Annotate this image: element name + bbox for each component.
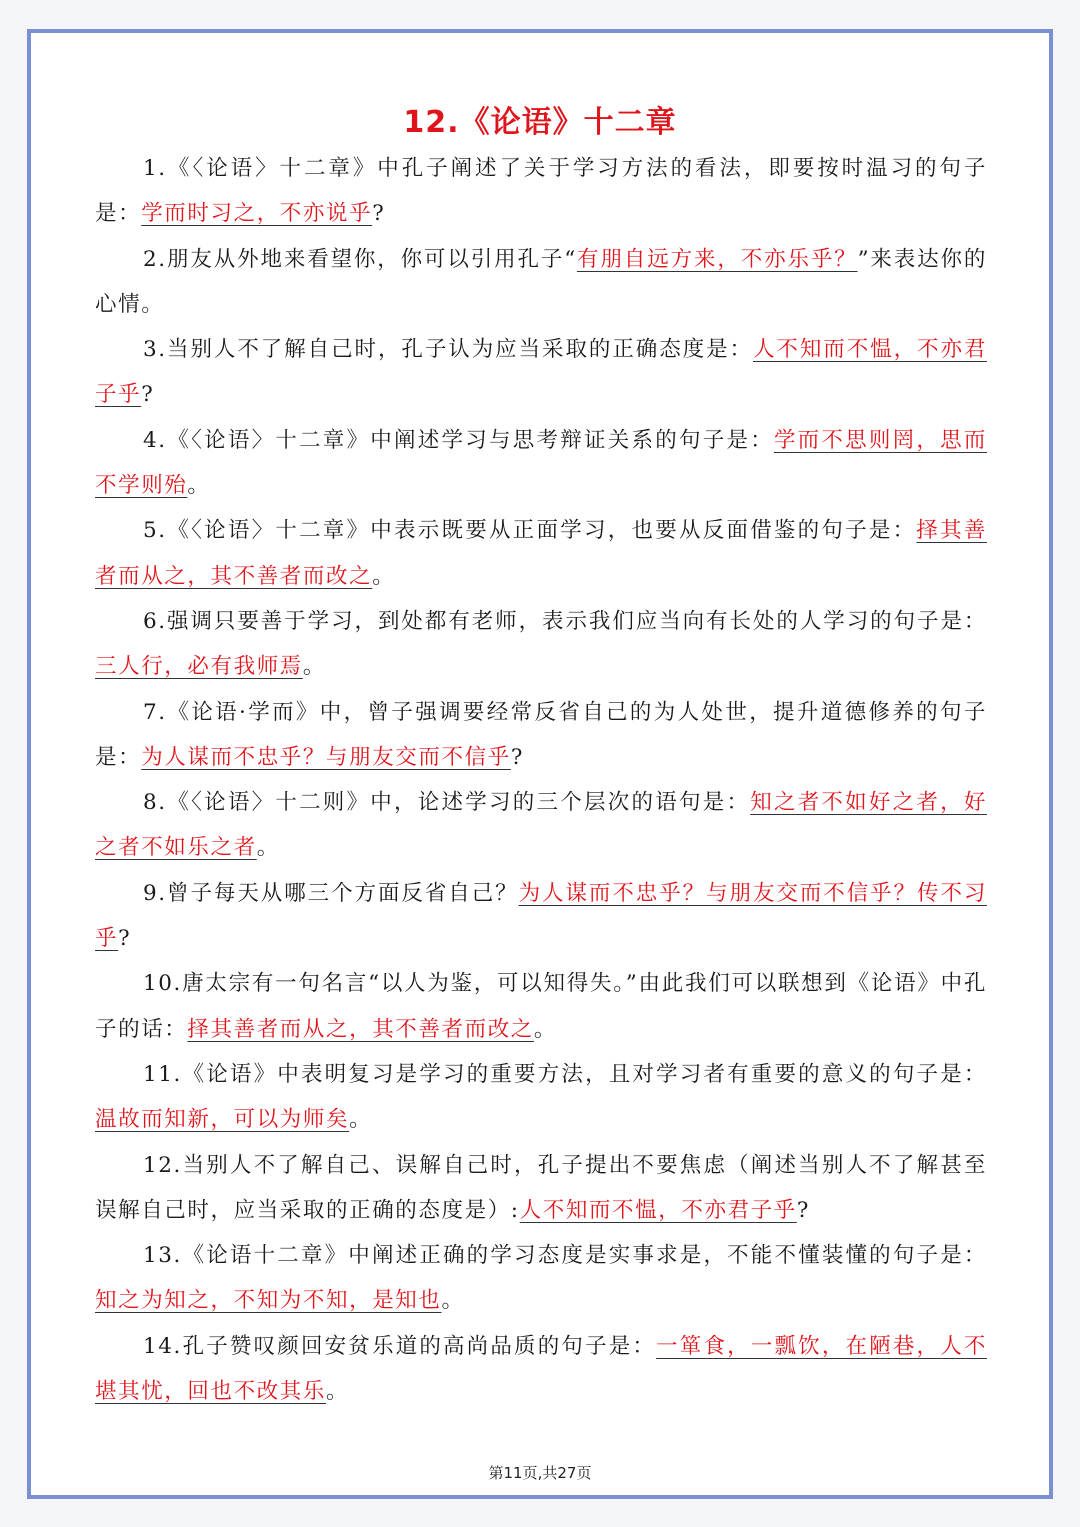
question-text: 7.《论语·学而》中，曾子强调要经常反省自己的为人处世，提升道德修养的句子是：: [95, 699, 987, 770]
question-text: 4.《〈论语〉十二章》中阐述学习与思考辩证关系的句子是：: [143, 427, 774, 453]
question-item: [95, 1233, 987, 1324]
answer-text: 知之者不如好之者，好之者不如乐之者: [95, 790, 987, 861]
question-ending: ”来表达你的心情。: [95, 246, 988, 317]
question-text: 2.朋友从外地来看望你，你可以引用孔子“: [143, 246, 577, 272]
question-item: [95, 1052, 987, 1143]
answer-text: 人不知而不愠，不亦君子乎: [95, 337, 987, 408]
question-ending: 。: [187, 473, 211, 499]
question-text: 5.《〈论语〉十二章》中表示既要从正面学习，也要从反面借鉴的句子是：: [143, 518, 917, 544]
answer-text: 一箪食，一瓢饮，在陋巷，人不堪其忧，回也不改其乐: [95, 1333, 988, 1405]
answer-text: 温故而知新，可以为师矣: [95, 1107, 350, 1133]
question-item: [95, 146, 987, 237]
answer-text: 有朋自远方来，不亦乐乎？: [576, 246, 858, 272]
question-text: 3.当别人不了解自己时，孔子认为应当采取的正确态度是：: [143, 337, 753, 363]
answer-text: 为人谋而不忠乎？与朋友交而不信乎: [141, 744, 511, 770]
question-ending: 。: [533, 1016, 558, 1042]
question-item: [95, 327, 987, 418]
page-title: 12.《论语》十二章: [403, 105, 677, 140]
question-text: 12.当别人不了解自己、误解自己时，孔子提出不要焦虑（阐述当别人不了解甚至误解自己时，应当采取的正确的态度是）:: [95, 1152, 987, 1223]
question-ending: 。: [302, 654, 327, 680]
answer-text: 人不知而不愠，不亦君子乎: [519, 1197, 797, 1223]
question-ending: 。: [372, 563, 396, 589]
question-item: [95, 1143, 987, 1234]
question-item: [95, 871, 987, 962]
question-text: 1.《〈论语〉十二章》中孔子阐述了关于学习方法的看法，即要按时温习的句子是：: [95, 156, 987, 227]
answer-text: 择其善者而从之，其不善者而改之: [95, 518, 987, 589]
question-ending: ?: [118, 926, 132, 952]
question-text: 9.曾子每天从哪三个方面反省自己？: [143, 880, 519, 906]
question-ending: ?: [510, 744, 524, 770]
question-text: 8.《〈论语〉十二则》中，论述学习的三个层次的语句是：: [143, 790, 751, 816]
question-text: 6.强调只要善于学习，到处都有老师，表示我们应当向有长处的人学习的句子是：: [143, 608, 987, 634]
question-ending: 。: [349, 1107, 373, 1133]
page-number: 第11页,共27页: [488, 1464, 592, 1482]
answer-text: 三人行，必有我师焉: [95, 654, 303, 680]
question-item: [95, 508, 987, 599]
question-item: [95, 780, 987, 871]
question-item: [95, 418, 987, 509]
answer-text: 知之为知之，不知为不知，是知也: [95, 1288, 442, 1314]
answer-text: 择其善者而从之，其不善者而改之: [187, 1016, 534, 1042]
answer-text: 学而不思则罔，思而不学则殆: [95, 427, 987, 499]
question-ending: ?: [372, 201, 386, 227]
question-ending: 。: [326, 1379, 350, 1405]
question-ending: ?: [141, 382, 155, 408]
question-list: [95, 146, 987, 1414]
answer-text: 学而时习之，不亦说乎: [141, 201, 373, 227]
question-item: [95, 961, 987, 1052]
question-ending: 。: [256, 835, 280, 861]
question-item: [95, 690, 987, 781]
question-text: 14.孔子赞叹颜回安贫乐道的高尚品质的句子是：: [143, 1333, 657, 1359]
question-item: [95, 1324, 987, 1415]
question-ending: ?: [796, 1197, 810, 1223]
question-text: 13.《论语十二章》中阐述正确的学习态度是实事求是，不能不懂装懂的句子是：: [143, 1243, 987, 1269]
question-item: [95, 599, 987, 690]
question-item: [95, 237, 987, 328]
question-text: 10.唐太宗有一句名言“以人为鉴，可以知得失。”由此我们可以联想到《论语》中孔子的话：: [95, 971, 987, 1042]
answer-text: 为人谋而不忠乎？与朋友交而不信乎？传不习乎: [95, 880, 987, 952]
question-ending: 。: [441, 1288, 465, 1314]
question-text: 11.《论语》中表明复习是学习的重要方法，且对学习者有重要的意义的句子是：: [143, 1061, 987, 1087]
